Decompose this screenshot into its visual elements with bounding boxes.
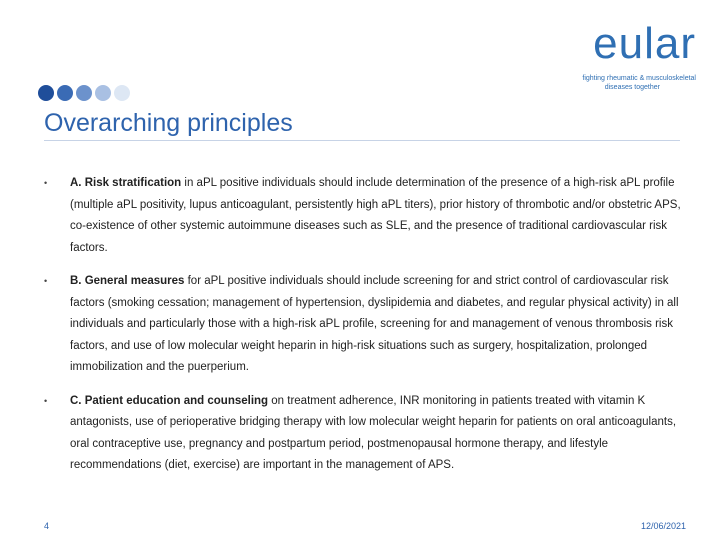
logo-tagline-2: diseases together [604, 84, 660, 91]
dot-1 [38, 85, 54, 101]
list-item [44, 173, 684, 259]
bullet-body: in aPL positive individuals should include determination of the presence of a high-risk aPL profile (multiple aPL positivity, lupus anticoagulant, persistently high aPL titers), prior history of thrombotic and/or obstetric APS, co-existence of other systemic autoimmune diseases such as SLE, and the presence of traditional cardiovascular risk factors. [70, 177, 681, 254]
bullet-heading: A. Risk stratification [70, 177, 182, 189]
dot-5 [114, 85, 130, 101]
list-item [44, 271, 684, 379]
bullet-body: on treatment adherence, INR monitoring in patients treated with vitamin K antagonists, use of perioperative bridging therapy with low molecular weight heparin for patients on oral anticoagulants, oral contraceptive use, pregnancy and postpartum period, postmenopausal hormone therapy, and lifestyle recommendations (diet, exercise) are important in the management of APS. [70, 394, 677, 471]
dot-4 [95, 85, 111, 101]
dot-3 [76, 85, 92, 101]
bullet-marker: • [44, 395, 48, 406]
logo-wordmark: eular [593, 19, 696, 68]
bullet-heading: B. General measures [70, 275, 185, 287]
title-divider [44, 140, 680, 141]
slide-date: 12/06/2021 [640, 521, 686, 531]
page-title: Overarching principles [44, 109, 293, 137]
dot-2 [57, 85, 73, 101]
eular-logo [560, 20, 696, 92]
decorative-dots [38, 85, 130, 101]
bullet-marker: • [44, 178, 48, 188]
list-item [44, 391, 684, 477]
bullet-marker: • [44, 276, 48, 286]
logo-tagline-1: fighting rheumatic & musculoskeletal [582, 75, 696, 82]
page-number: 4 [44, 521, 50, 531]
principles-list [44, 173, 684, 489]
bullet-heading: C. Patient education and counseling [70, 394, 269, 407]
bullet-body: for aPL positive individuals should include screening for and strict control of cardiovascular risk factors (smoking cessation; management of hypertension, dyslipidemia and diabetes, and regular physical activity) in all individuals and particularly those with a high-risk aPL profile, screening for and management of venous thrombosis risk factors, and use of low molecular weight heparin in high-risk situations such as surgery, hospitalization, prolonged immobilization and the puerperium. [70, 275, 679, 373]
